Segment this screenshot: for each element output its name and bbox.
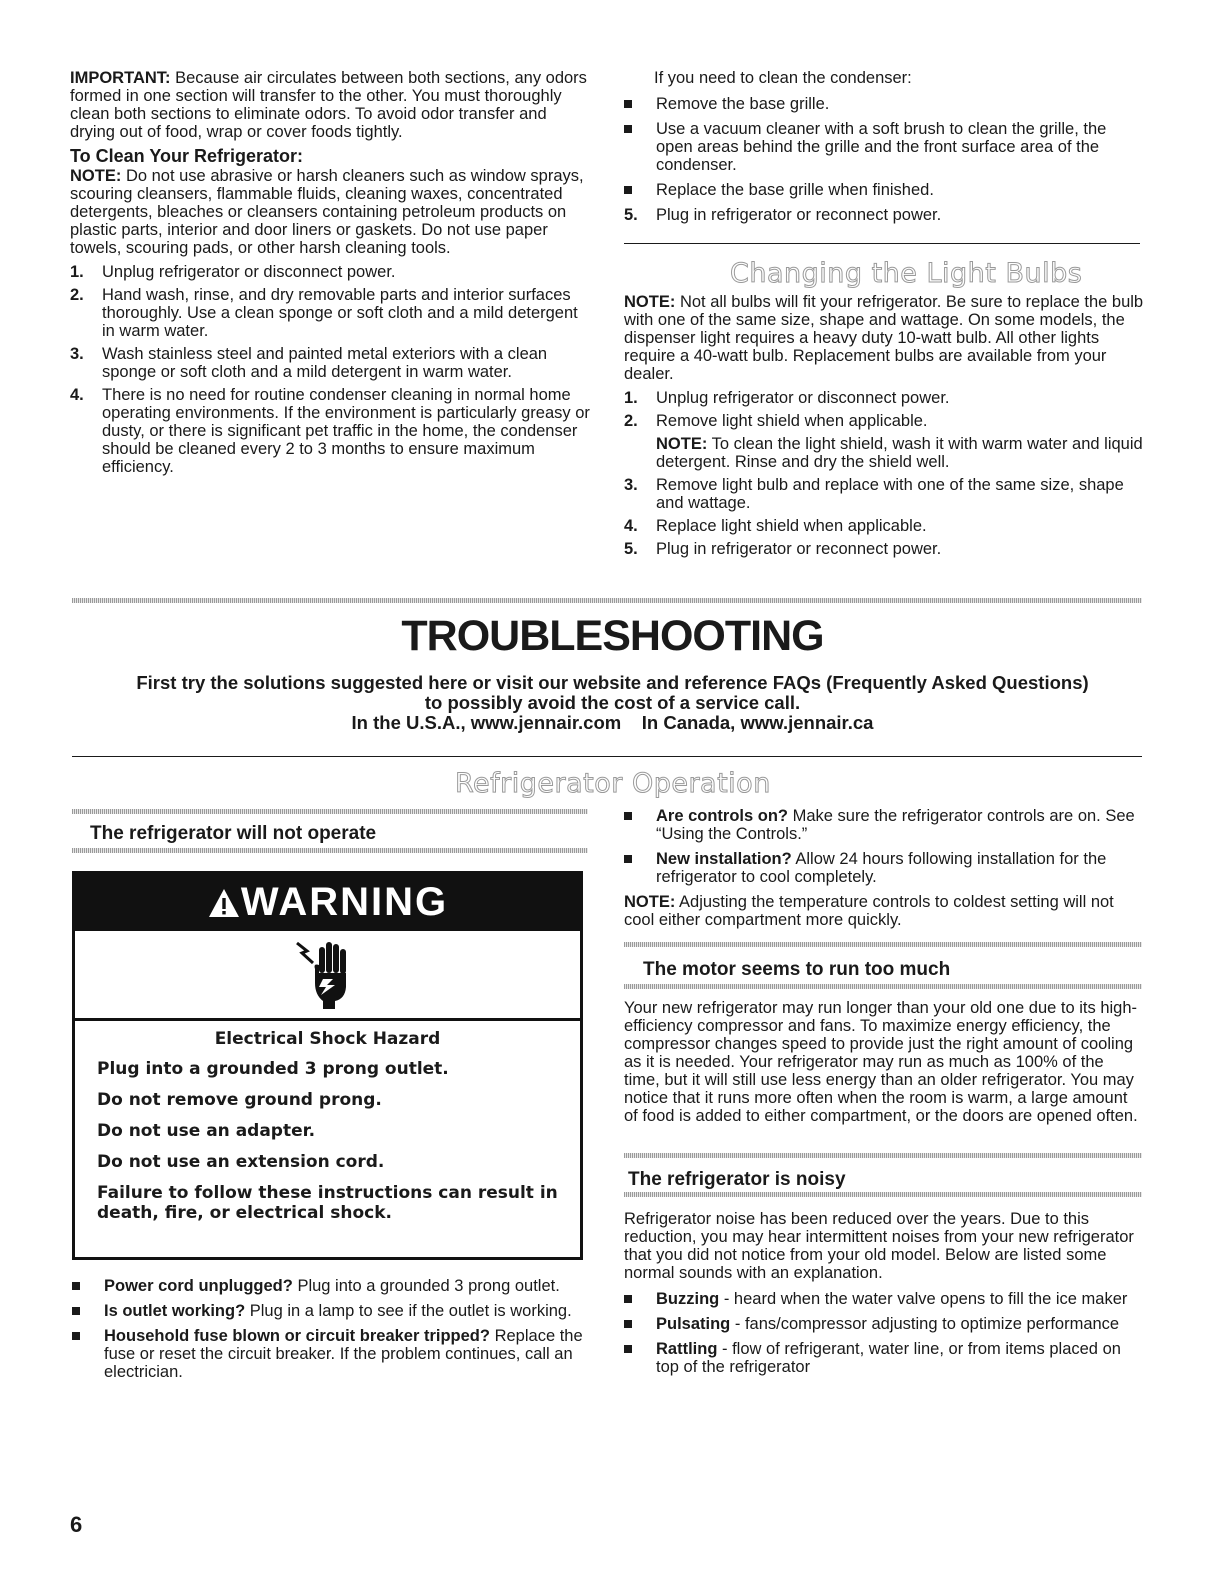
- bullet-icon: [624, 1290, 656, 1308]
- bullet-icon: [72, 1327, 104, 1381]
- list-item: Rattling - flow of refrigerant, water line, or from items placed on top of the refrigerator: [624, 1340, 1144, 1376]
- list-item: 1. Unplug refrigerator or disconnect power.: [624, 389, 950, 407]
- bulbs-note: NOTE: Not all bulbs will fit your refrigerator. Be sure to replace the bulb with one of the same size, shape and wattage. On some models, the dispenser light requires a heavy duty 10-watt bulb. All other lights require a 40-watt bulb. Replacement bulbs are available from your dealer.: [624, 293, 1144, 383]
- condenser-intro: If you need to clean the condenser:: [654, 69, 912, 87]
- bulb-steps: [624, 389, 1144, 558]
- bulbs-section: [624, 293, 1144, 563]
- shock-hazard-area: [75, 931, 580, 1021]
- list-item: 5. Plug in refrigerator or reconnect power.: [624, 540, 942, 558]
- list-item: 1. Unplug refrigerator or disconnect power.: [70, 263, 396, 281]
- hazard-label: Electrical Shock Hazard: [214, 1029, 441, 1049]
- warning-triangle-icon: [207, 887, 241, 919]
- warning-header: WARNING: [75, 874, 580, 931]
- clean-heading: To Clean Your Refrigerator:: [70, 146, 304, 166]
- condenser-bullets: [624, 95, 1144, 199]
- motor-section: [624, 999, 1144, 1131]
- list-item: Are controls on? Make sure the refrigerator controls are on. See “Using the Controls.”: [624, 807, 1144, 843]
- troubleshooting-title: TROUBLESHOOTING: [401, 612, 824, 660]
- list-item: 3. Wash stainless steel and painted metal exteriors with a clean sponge or soft cloth and a mild detergent in warm water.: [70, 345, 548, 381]
- list-item: 4. Replace light shield when applicable.: [624, 517, 927, 535]
- clean-note: NOTE: Do not use abrasive or harsh cleaners such as window sprays, scouring cleansers, flammable fluids, cleaning waxes, concentrated detergents, bleaches or cleansers containing petroleum products on plastic parts, interior and door liners or gaskets. Do not use paper towels, scouring pads, or other harsh cleaning tools.: [70, 167, 584, 257]
- list-item: Household fuse blown or circuit breaker tripped? Replace the fuse or reset the circuit breaker. If the problem continues, call an electrician.: [72, 1327, 592, 1381]
- bulbs-title: Changing the Light Bulbs: [730, 258, 1083, 289]
- list-item: 2. Hand wash, rinse, and dry removable parts and interior surfaces thoroughly. Use a clean sponge or soft cloth and a mild detergent in warm water.: [70, 286, 578, 340]
- list-item: 2. Remove light shield when applicable.: [624, 412, 928, 430]
- bullet-icon: [624, 850, 656, 886]
- bullet-icon: [72, 1302, 104, 1320]
- noisy-text: Refrigerator noise has been reduced over the years. Due to this reduction, you may hear intermittent noises from your new refrigerator that you did not notice from your old model. Below are listed some normal sounds with an explanation.: [624, 1210, 1134, 1282]
- page-number: 6: [70, 1512, 83, 1537]
- electric-shock-hand-icon: [295, 939, 361, 1011]
- controls-note: NOTE: Adjusting the temperature controls to coldest setting will not cool either compartment more quickly.: [624, 893, 1114, 929]
- bullet-icon: [624, 95, 656, 113]
- list-item: Replace the base grille when finished.: [624, 181, 1144, 199]
- dotted-divider: [72, 848, 588, 853]
- divider: [624, 243, 1140, 244]
- shield-note: NOTE: To clean the light shield, wash it with warm water and liquid detergent. Rinse and dry the shield well.: [656, 435, 1143, 471]
- bullet-icon: [624, 807, 656, 843]
- dotted-divider: [72, 598, 1142, 603]
- clean-steps: [70, 263, 590, 476]
- dotted-divider: [624, 942, 1142, 947]
- list-item: Pulsating - fans/compressor adjusting to optimize performance: [624, 1315, 1144, 1333]
- bullet-icon: [624, 120, 656, 174]
- cleaning-section: [70, 69, 590, 481]
- list-item: 3. Remove light bulb and replace with one of the same size, shape and wattage.: [624, 476, 1124, 512]
- list-item: Buzzing - heard when the water valve opens to fill the ice maker: [624, 1290, 1144, 1308]
- list-item: New installation? Allow 24 hours following installation for the refrigerator to cool completely.: [624, 850, 1144, 886]
- list-item: Power cord unplugged? Plug into a grounded 3 prong outlet.: [72, 1277, 592, 1295]
- list-item: 4. There is no need for routine condenser cleaning in normal home operating environments. If the environment is particularly greasy or dusty, or there is significant pet traffic in the home, the condenser should be cleaned every 2 to 3 months to ensure maximum efficiency.: [70, 386, 590, 476]
- bullet-icon: [624, 1315, 656, 1333]
- warning-line: Do not use an extension cord.: [97, 1152, 385, 1172]
- divider: [72, 756, 1142, 757]
- not-operate-list: [72, 1277, 592, 1388]
- motor-heading: The motor seems to run too much: [643, 959, 951, 980]
- controls-section: [624, 807, 1144, 935]
- important-paragraph: IMPORTANT: Because air circulates between both sections, any odors formed in one section will transfer to the other. You must thoroughly clean both sections to eliminate odors. To avoid odor transfer and drying out of food, wrap or cover foods tightly.: [70, 69, 587, 141]
- warning-line: Do not use an adapter.: [97, 1121, 316, 1141]
- noisy-heading: The refrigerator is noisy: [628, 1169, 846, 1190]
- condenser-section: [624, 69, 1144, 229]
- bullet-icon: [72, 1277, 104, 1295]
- warning-box: [72, 871, 583, 1260]
- not-operate-heading: The refrigerator will not operate: [90, 823, 377, 844]
- noisy-section: [624, 1210, 1144, 1383]
- list-item: Is outlet working? Plug in a lamp to see if the outlet is working.: [72, 1302, 592, 1320]
- list-item: 5. Plug in refrigerator or reconnect power.: [624, 206, 942, 224]
- warning-line: Plug into a grounded 3 prong outlet.: [97, 1059, 449, 1079]
- motor-text: Your new refrigerator may run longer than your old one due to its high-efficiency compressor and fans. To maximize energy efficiency, the compressor changes speed to provide just the right amount of cooling as it is needed. Your refrigerator may run as much as 100% of the time, but it will still use less energy than an older refrigerator. You may notice that it runs more often when the room is warm, a large amount of food is added to either compartment, or the doors are opened often.: [624, 999, 1138, 1125]
- dotted-divider: [72, 809, 588, 814]
- list-item: Use a vacuum cleaner with a soft brush to clean the grille, the open areas behind the grille and the front surface area of the condenser.: [624, 120, 1144, 174]
- operation-title: Refrigerator Operation: [455, 768, 771, 799]
- warning-line: Do not remove ground prong.: [97, 1090, 382, 1110]
- list-item: Remove the base grille.: [624, 95, 1144, 113]
- bullet-icon: [624, 181, 656, 199]
- list-item: [624, 435, 1144, 471]
- warning-line: Failure to follow these instructions can result in death, fire, or electrical shock.: [97, 1183, 558, 1223]
- bullet-icon: [624, 1340, 656, 1376]
- condenser-step5: [624, 206, 1144, 224]
- dotted-divider: [624, 1192, 1142, 1197]
- warning-body: [75, 1021, 580, 1223]
- troubleshooting-intro: First try the solutions suggested here or visit our website and reference FAQs (Frequently Asked Questions) to possibly avoid the cost of a service call. In the U.S.A., www.jennair.com In Canada, www.jennair.ca: [136, 672, 1089, 733]
- dotted-divider: [624, 1153, 1142, 1158]
- dotted-divider: [624, 984, 1142, 989]
